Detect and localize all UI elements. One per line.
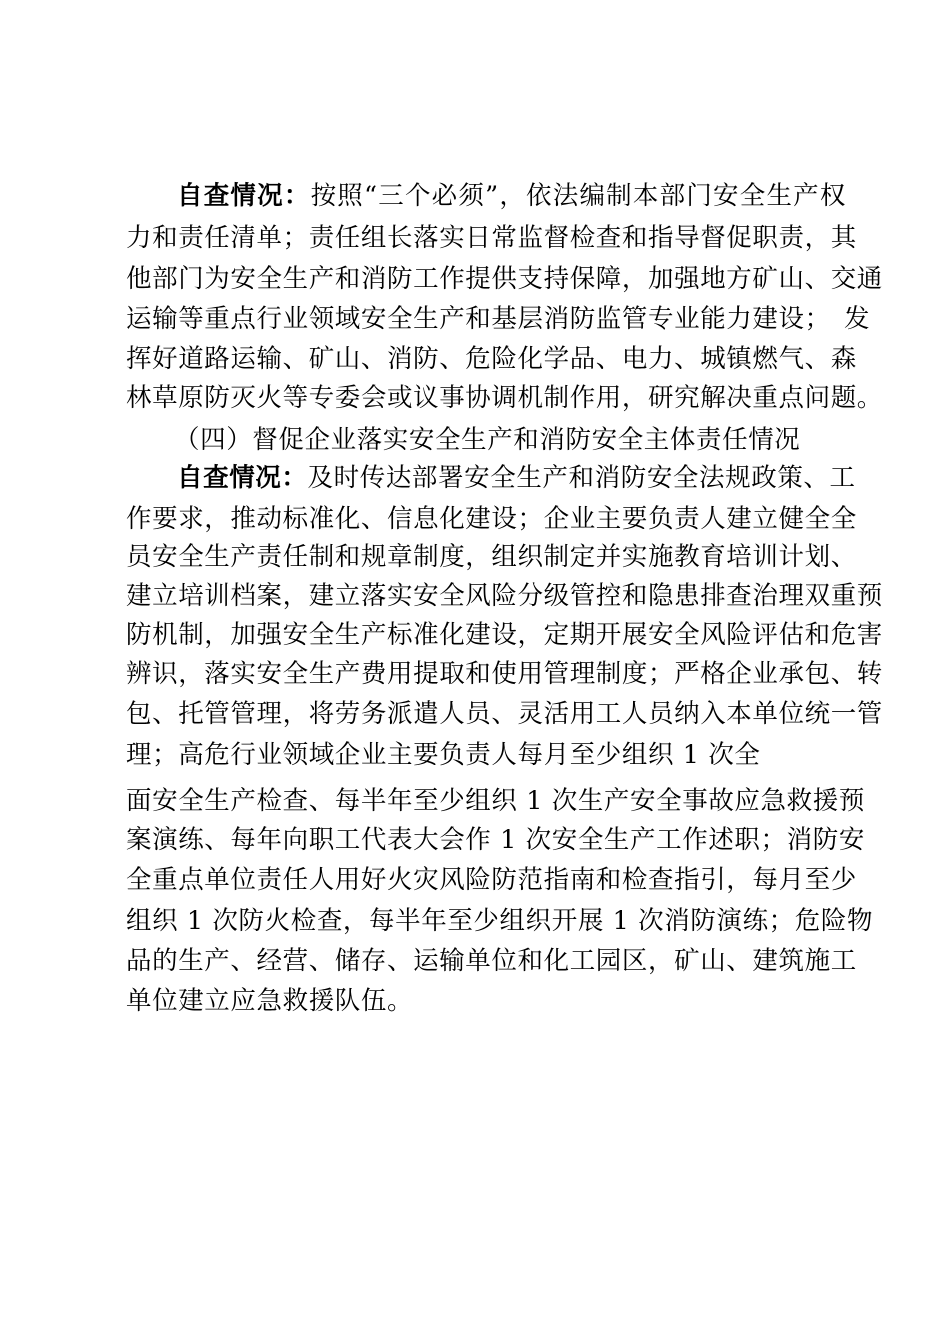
paragraph-text: 及时传达部署安全生产和消防安全法规政策、工 — [307, 463, 856, 493]
paragraph-line: 防机制，加强安全生产标准化建设，定期开展安全风险评估和危害 — [126, 620, 883, 650]
paragraph-line: 林草原防灭火等专委会或议事协调机制作用，研究解决重点问题。 — [126, 383, 883, 413]
paragraph-line: 挥好道路运输、矿山、消防、危险化学品、电力、城镇燃气、森 — [126, 344, 857, 374]
paragraph-line: 力和责任清单；责任组长落实日常监督检查和指导督促职责，其 — [126, 223, 857, 253]
paragraph-line: 面安全生产检查、每半年至少组织 1 次生产安全事故应急救援预 — [126, 786, 865, 816]
self-check-label: 自查情况： — [177, 463, 308, 493]
paragraph-line: 组织 1 次防火检查，每半年至少组织开展 1 次消防演练；危险物 — [126, 906, 874, 936]
paragraph-line: 员安全生产责任制和规章制度，组织制定并实施教育培训计划、 — [126, 542, 857, 572]
paragraph-line: 案演练、每年向职工代表大会作 1 次安全生产工作述职；消防安 — [126, 825, 865, 855]
section-heading-4: （四）督促企业落实安全生产和消防安全主体责任情况 — [174, 425, 801, 455]
paragraph-line: 他部门为安全生产和消防工作提供支持保障，加强地方矿山、交通 — [126, 264, 883, 294]
paragraph-line: 作要求，推动标准化、信息化建设；企业主要负责人建立健全全 — [126, 504, 857, 534]
paragraph-text: 按照“三个必须”，依法编制本部门安全生产权 — [310, 181, 846, 211]
paragraph-line: 品的生产、经营、储存、运输单位和化工园区，矿山、建筑施工 — [126, 946, 857, 976]
paragraph-self-check-1-line-1 — [177, 179, 846, 213]
paragraph-line: 辨识，落实安全生产费用提取和使用管理制度；严格企业承包、转 — [126, 659, 883, 689]
paragraph-line: 全重点单位责任人用好火灾风险防范指南和检查指引，每月至少 — [126, 865, 857, 895]
paragraph-line: 单位建立应急救援队伍。 — [126, 986, 414, 1016]
self-check-label: 自查情况： — [177, 181, 311, 211]
paragraph-line: 建立培训档案，建立落实安全风险分级管控和隐患排查治理双重预 — [126, 581, 883, 611]
paragraph-line: 包、托管管理，将劳务派遣人员、灵活用工人员纳入本单位统一管 — [126, 699, 883, 729]
paragraph-self-check-2-line-1 — [177, 461, 856, 495]
paragraph-line: 运输等重点行业领域安全生产和基层消防监管专业能力建设； 发 — [126, 304, 871, 334]
paragraph-line: 理；高危行业领域企业主要负责人每月至少组织 1 次全 — [126, 740, 761, 770]
